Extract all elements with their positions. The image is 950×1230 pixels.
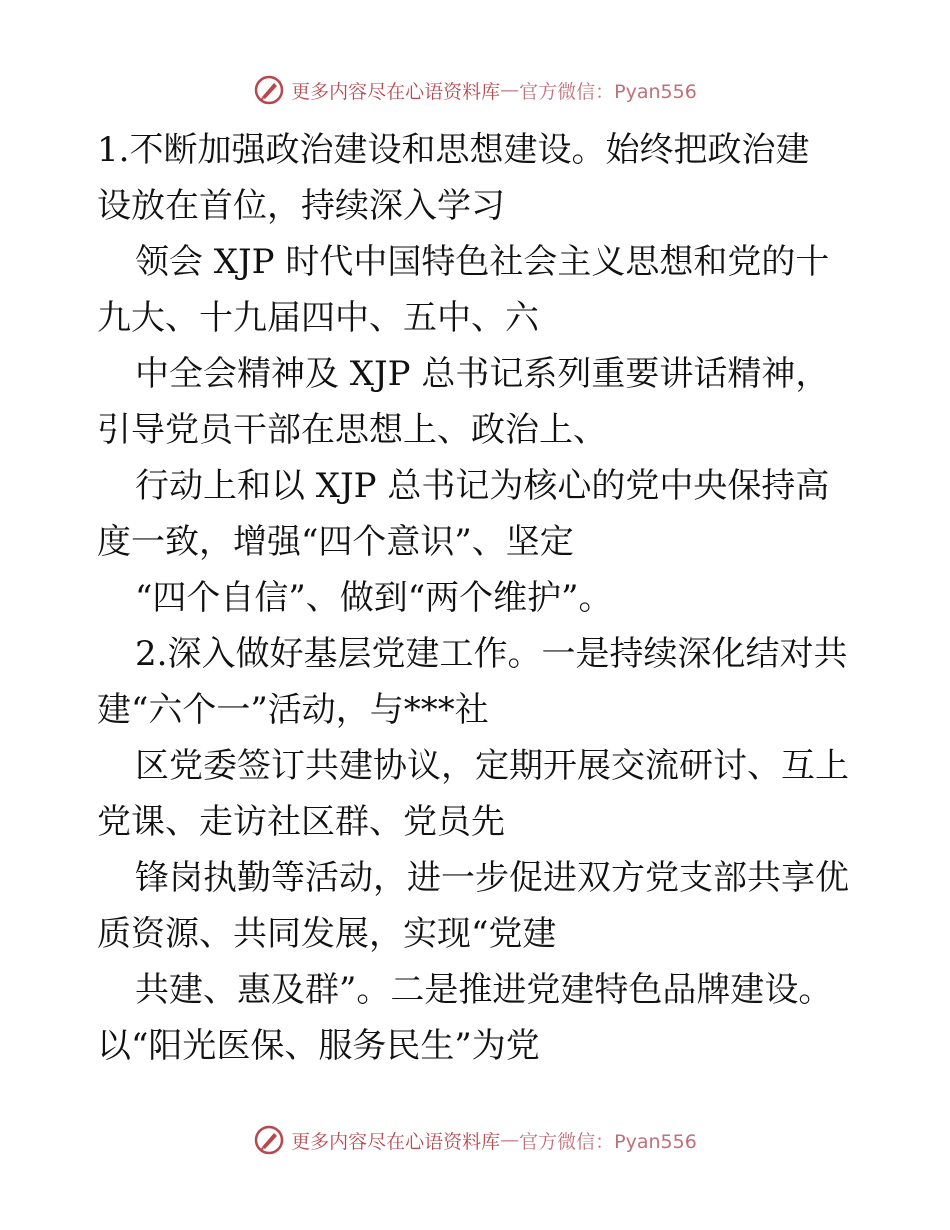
text-line: 2.深入做好基层党建工作。一是持续深化结对共 (135, 634, 848, 674)
text-line: 领会 XJP 时代中国特色社会主义思想和党的十 (135, 242, 830, 282)
text-line: 质资源、共同发展，实现“党建 (97, 914, 557, 954)
text-line: 行动上和以 XJP 总书记为核心的党中央保持高 (135, 466, 830, 506)
text-line: 中全会精神及 XJP 总书记系列重要讲话精神， (135, 354, 830, 394)
text-line: 设放在首位，持续深入学习 (97, 186, 505, 226)
text-line: 建“六个一”活动，与***社 (97, 690, 489, 730)
watermark-contact: 官方微信：Pyan556 (519, 1130, 697, 1153)
text-line: 度一致，增强“四个意识”、坚定 (97, 522, 574, 562)
text-line: 引导党员干部在思想上、政治上、 (97, 410, 607, 450)
text-line: 锋岗执勤等活动，进一步促进双方党支部共享优 (135, 858, 849, 898)
text-line: 区党委签订共建协议，定期开展交流研讨、互上 (135, 746, 849, 786)
pen-logo-icon (253, 74, 285, 106)
header-watermark (0, 70, 950, 110)
watermark-contact: 官方微信：Pyan556 (519, 80, 697, 103)
watermark-separator: — (500, 79, 520, 101)
pen-logo-icon (253, 1124, 285, 1156)
text-line: 共建、惠及群”。二是推进党建特色品牌建设。 (135, 970, 833, 1010)
text-line: 党课、走访社区群、党员先 (97, 802, 505, 842)
body-text (97, 122, 877, 1074)
footer-watermark (0, 1120, 950, 1160)
text-line: 1.不断加强政治建设和思想建设。始终把政治建 (97, 130, 810, 170)
text-line: 以“阳光医保、服务民生”为党 (97, 1026, 540, 1066)
text-line: “四个自信”、做到“两个维护”。 (135, 578, 613, 618)
text-line: 九大、十九届四中、五中、六 (97, 298, 539, 338)
watermark-separator: — (500, 1129, 520, 1151)
watermark-text: 更多内容尽在心语资料库 (291, 1130, 501, 1153)
watermark-text: 更多内容尽在心语资料库 (291, 80, 501, 103)
